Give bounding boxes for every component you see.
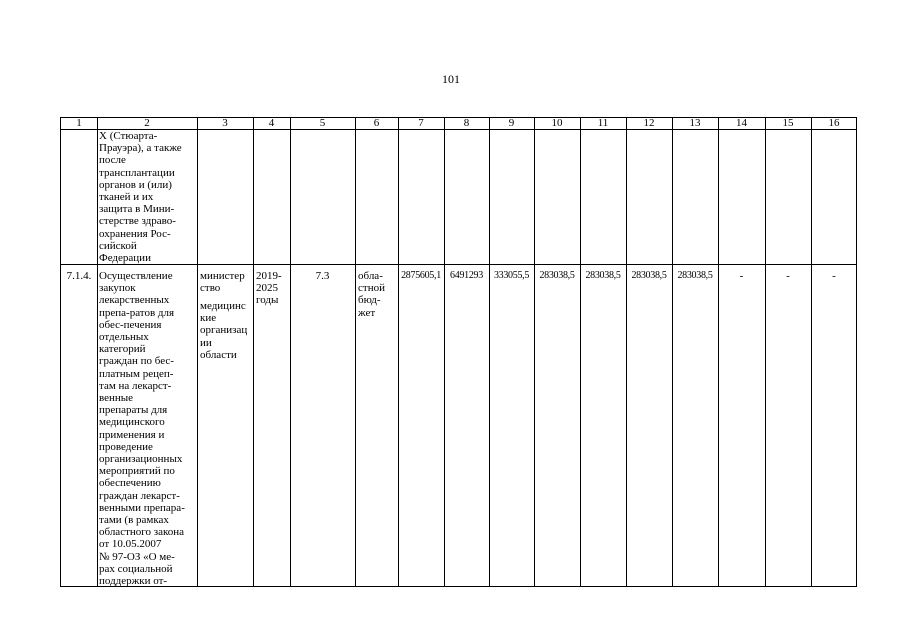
row2-item-number: 7.1.4. xyxy=(66,270,92,282)
column-header-1: 1 xyxy=(76,117,82,129)
program-table xyxy=(60,117,857,587)
column-header-6: 6 xyxy=(373,117,380,129)
column-header-16: 16 xyxy=(828,117,840,129)
row2-description: Осуществление закупок лекарственных препа-ратов для обес-печения отдельных категорий граждан по бес- платным рецеп- там на лекарст- венные препараты для медицинского применения и проведение организационных мероприятий по обеспечению граждан лекарст- венными препара- тами (в рамках областного закона от 10.05.2007 № 97-ОЗ «О ме- рах социальной поддержки от- xyxy=(99,270,185,588)
column-header-5: 5 xyxy=(319,117,326,129)
column-header-14: 14 xyxy=(736,117,747,129)
row2-value-col16: - xyxy=(832,270,836,282)
column-header-11: 11 xyxy=(597,117,609,129)
row2-value-col11: 283038,5 xyxy=(585,270,621,281)
row2-value-col13: 283038,5 xyxy=(677,270,713,281)
row2-value-col14: - xyxy=(739,270,744,282)
row2-code: 7.3 xyxy=(315,270,330,282)
row2-period: 2019- 2025 годы xyxy=(256,270,282,307)
column-header-12: 12 xyxy=(643,117,655,129)
row2-funding-source: обла- стной бюд- жет xyxy=(358,270,385,319)
column-header-2: 2 xyxy=(144,117,150,129)
column-header-3: 3 xyxy=(222,117,228,129)
column-header-10: 10 xyxy=(551,117,563,129)
column-header-15: 15 xyxy=(782,117,794,129)
row2-executor-ministry: министер ство xyxy=(200,270,245,295)
column-header-8: 8 xyxy=(463,117,470,129)
row2-value-col8: 6491293 xyxy=(450,270,483,281)
row2-value-col12: 283038,5 xyxy=(631,270,667,281)
column-header-13: 13 xyxy=(689,117,701,129)
row2-value-col15: - xyxy=(786,270,790,282)
column-header-4: 4 xyxy=(268,117,275,129)
row2-executor-organizations: медицинс кие организац ии области xyxy=(200,300,248,361)
column-header-9: 9 xyxy=(508,117,515,129)
row1-description: Х (Стюарта- Прауэра), а также после трансплантации органов и (или) тканей и их защита в Мини- стерстве здраво- охранения Рос- сийской Федерации xyxy=(99,130,182,265)
row2-value-col7: 2875605,1 xyxy=(401,270,441,281)
row2-value-col9: 333055,5 xyxy=(493,270,530,281)
column-header-7: 7 xyxy=(418,117,424,129)
row2-value-col10: 283038,5 xyxy=(539,270,575,281)
page-number: 101 xyxy=(442,72,460,86)
